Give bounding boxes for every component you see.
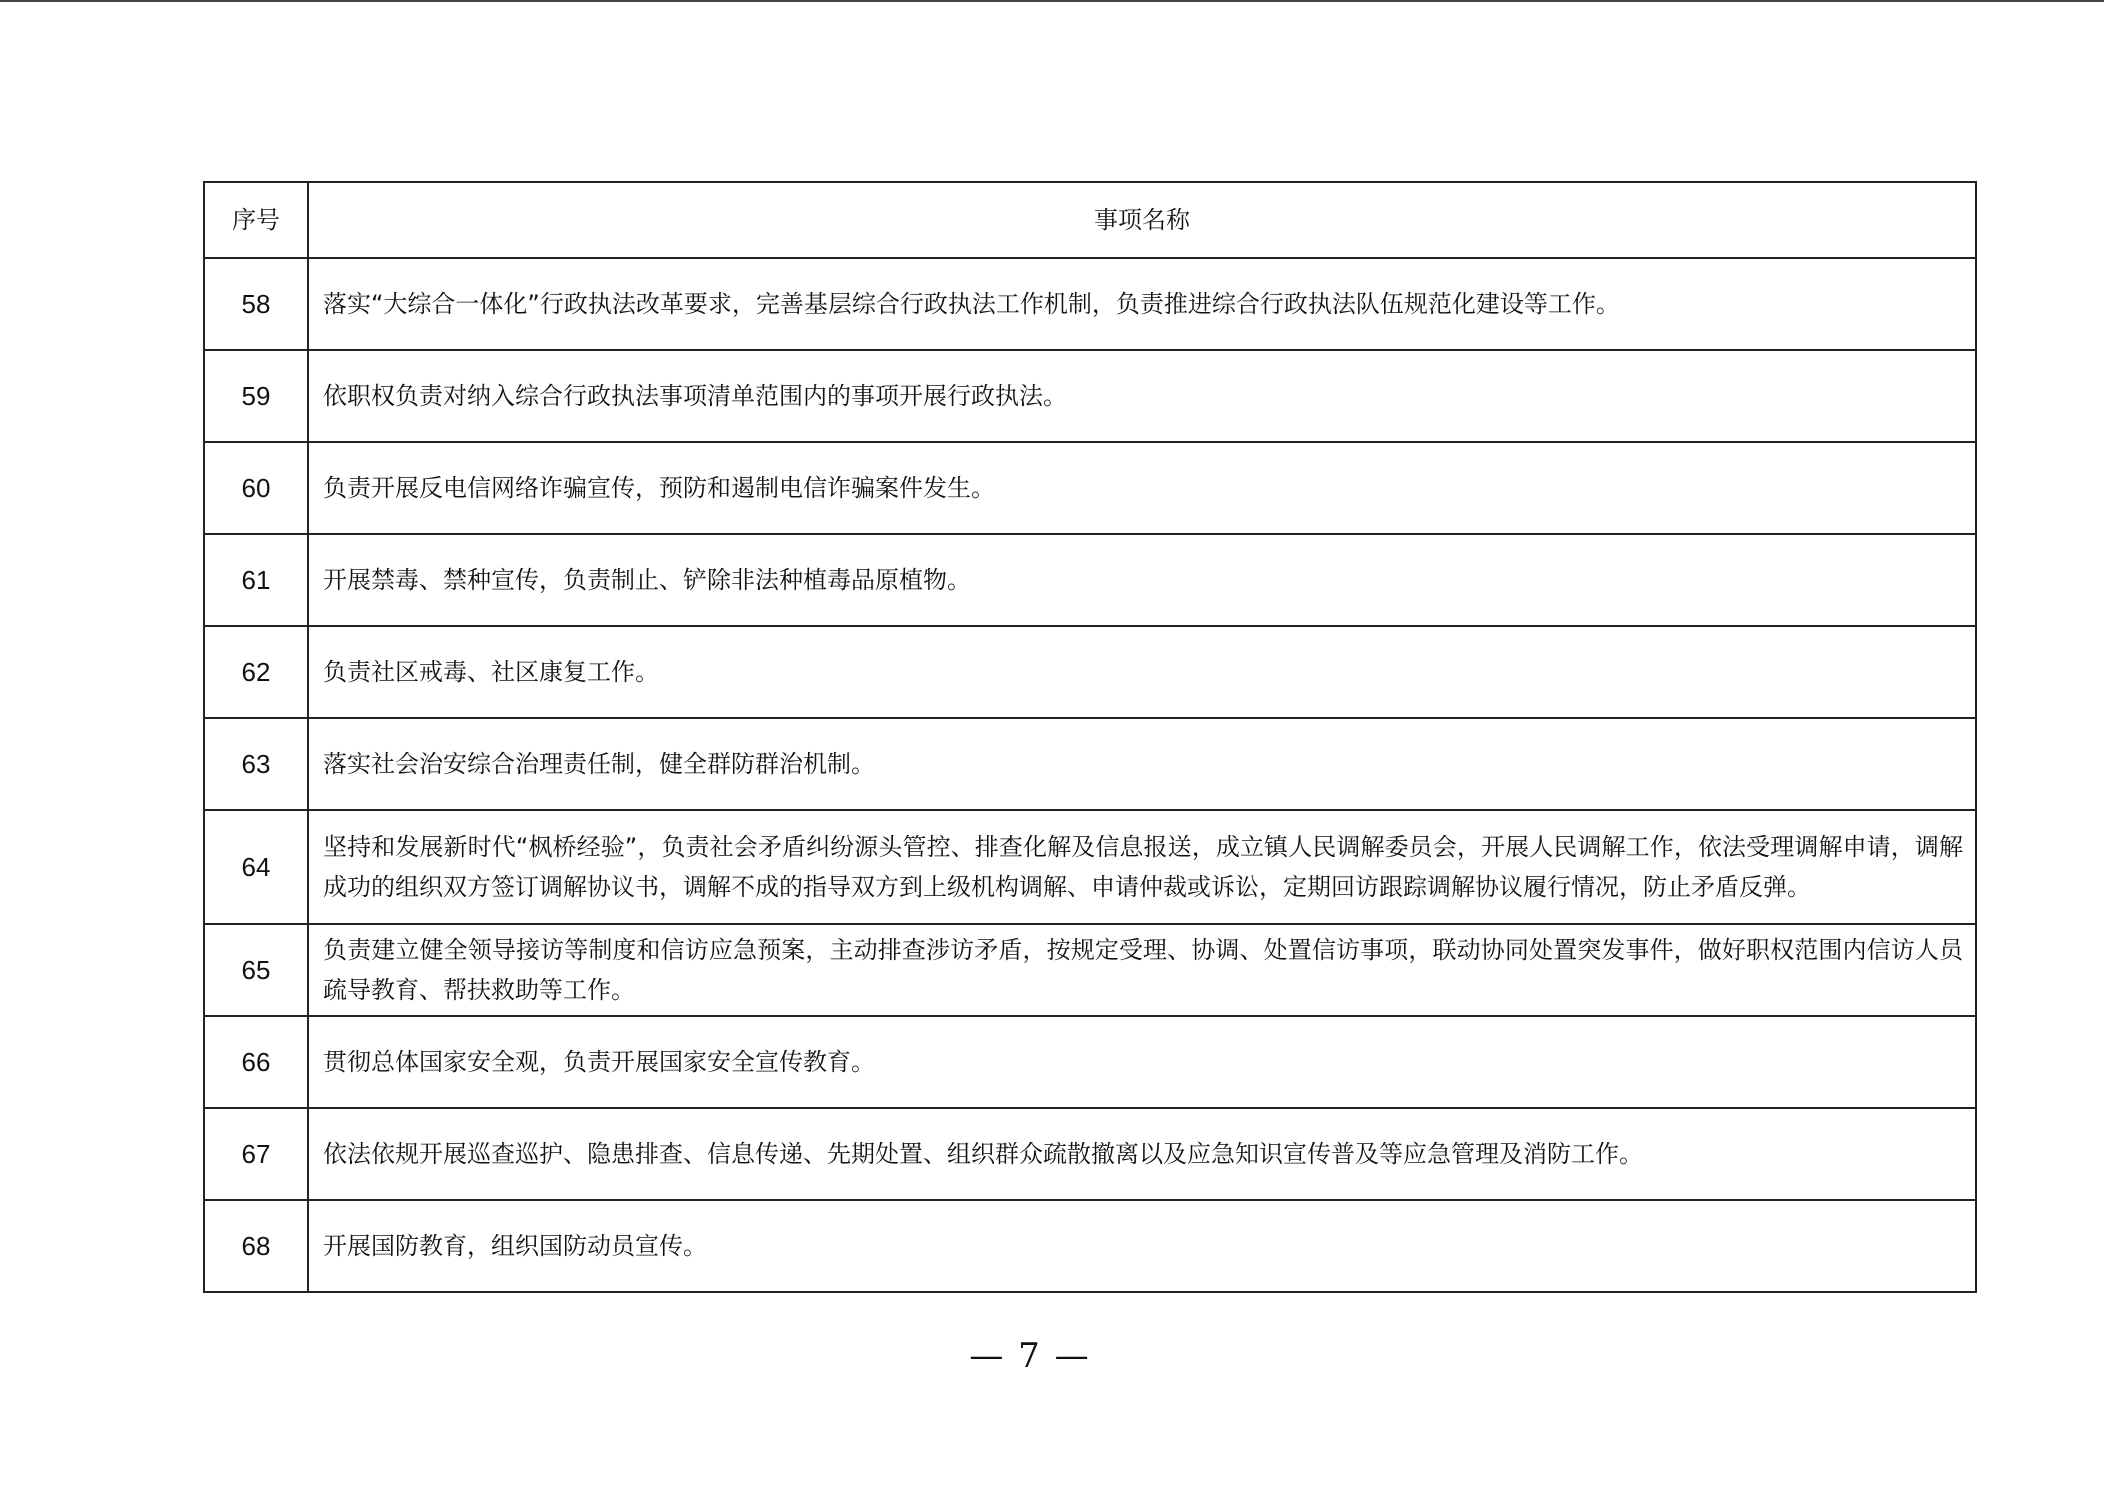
row-item-name: 落实“大综合一体化”行政执法改革要求，完善基层综合行政执法工作机制，负责推进综合行政执法队伍规范化建设等工作。 — [308, 258, 1976, 350]
table-row — [204, 626, 1976, 718]
table-row — [204, 258, 1976, 350]
table-row — [204, 534, 1976, 626]
row-item-name: 坚持和发展新时代“枫桥经验”，负责社会矛盾纠纷源头管控、排查化解及信息报送，成立镇人民调解委员会，开展人民调解工作，依法受理调解申请，调解成功的组织双方签订调解协议书，调解不成的指导双方到上级机构调解、申请仲裁或诉讼，定期回访跟踪调解协议履行情况，防止矛盾反弹。 — [308, 810, 1976, 924]
row-seq: 68 — [204, 1200, 308, 1292]
row-item-name: 贯彻总体国家安全观，负责开展国家安全宣传教育。 — [308, 1016, 1976, 1108]
row-seq: 65 — [204, 924, 308, 1016]
table-header-row — [204, 182, 1976, 258]
row-seq: 61 — [204, 534, 308, 626]
table-row — [204, 924, 1976, 1016]
row-item-name: 负责开展反电信网络诈骗宣传，预防和遏制电信诈骗案件发生。 — [308, 442, 1976, 534]
row-item-name: 落实社会治安综合治理责任制，健全群防群治机制。 — [308, 718, 1976, 810]
row-item-name: 开展国防教育，组织国防动员宣传。 — [308, 1200, 1976, 1292]
row-seq: 59 — [204, 350, 308, 442]
row-seq: 62 — [204, 626, 308, 718]
row-seq: 63 — [204, 718, 308, 810]
table-row — [204, 1016, 1976, 1108]
table-row — [204, 350, 1976, 442]
table-row — [204, 718, 1976, 810]
table-row — [204, 1108, 1976, 1200]
row-seq: 66 — [204, 1016, 308, 1108]
row-seq: 64 — [204, 810, 308, 924]
row-seq: 58 — [204, 258, 308, 350]
row-item-name: 依职权负责对纳入综合行政执法事项清单范围内的事项开展行政执法。 — [308, 350, 1976, 442]
page-top-border — [0, 0, 2104, 2]
row-item-name: 负责建立健全领导接访等制度和信访应急预案，主动排查涉访矛盾，按规定受理、协调、处置信访事项，联动协同处置突发事件，做好职权范围内信访人员疏导教育、帮扶救助等工作。 — [308, 924, 1976, 1016]
page-number: — 7 — — [969, 1336, 1091, 1376]
header-item-name: 事项名称 — [308, 182, 1976, 258]
table-row — [204, 442, 1976, 534]
row-seq: 60 — [204, 442, 308, 534]
row-seq: 67 — [204, 1108, 308, 1200]
header-seq: 序号 — [204, 182, 308, 258]
matters-table — [203, 181, 1977, 1293]
table-row — [204, 1200, 1976, 1292]
row-item-name: 依法依规开展巡查巡护、隐患排查、信息传递、先期处置、组织群众疏散撤离以及应急知识宣传普及等应急管理及消防工作。 — [308, 1108, 1976, 1200]
row-item-name: 负责社区戒毒、社区康复工作。 — [308, 626, 1976, 718]
table-row — [204, 810, 1976, 924]
row-item-name: 开展禁毒、禁种宣传，负责制止、铲除非法种植毒品原植物。 — [308, 534, 1976, 626]
